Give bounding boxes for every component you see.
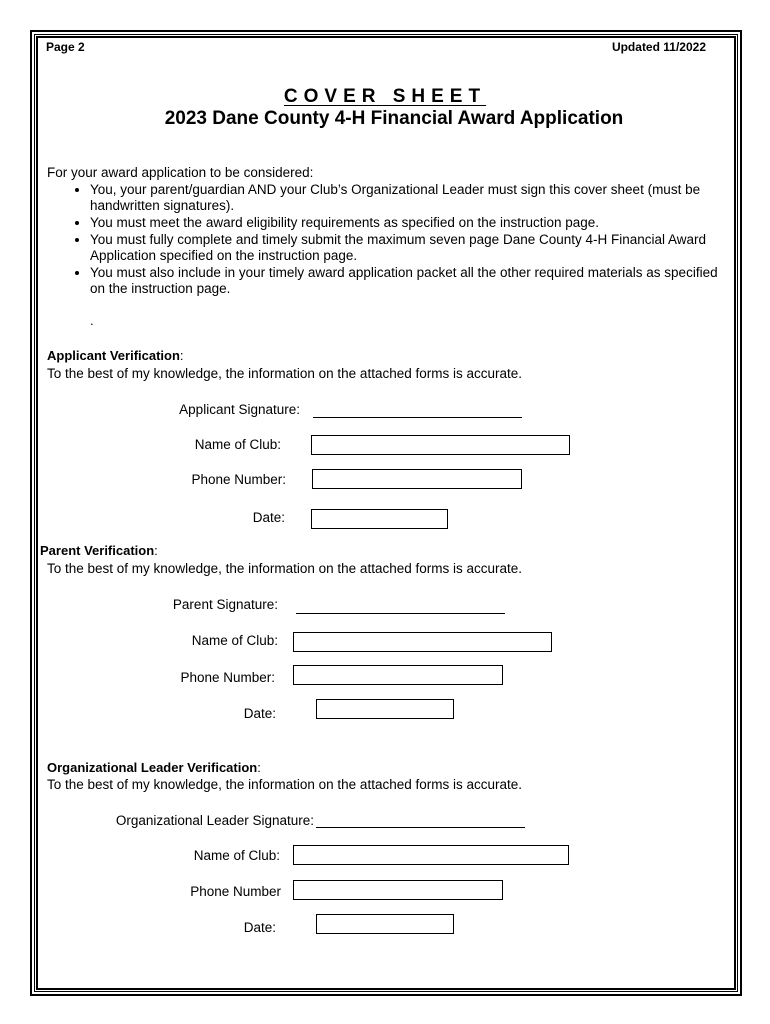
applicant-verification-title: Applicant Verification — [47, 348, 180, 363]
requirement-item: • You must also include in your timely award application packet all the other required materials as specified on the instruction page. — [90, 265, 730, 297]
parent-signature-label: Parent Signature: — [172, 597, 278, 612]
parent-verification-title: Parent Verification — [40, 543, 155, 558]
parent-verification-heading — [40, 543, 158, 558]
leader-phone-field[interactable] — [293, 880, 503, 900]
applicant-club-field[interactable] — [311, 435, 570, 455]
application-title: 2023 Dane County 4-H Financial Award Application — [164, 108, 624, 129]
heading-colon: : — [179, 348, 184, 363]
intro-text: For your award application to be considered: — [47, 165, 314, 180]
leader-date-field[interactable] — [316, 914, 454, 934]
parent-signature-line[interactable] — [296, 613, 505, 614]
page-number: Page 2 — [46, 40, 85, 54]
leader-signature-label: Organizational Leader Signature: — [115, 813, 314, 828]
leader-club-label: Name of Club: — [193, 848, 280, 863]
applicant-signature-line[interactable] — [313, 417, 522, 418]
applicant-signature-label: Applicant Signature: — [179, 402, 300, 417]
leader-verification-title: Organizational Leader Verification — [47, 760, 258, 775]
stray-period: . — [90, 313, 94, 328]
leader-phone-label: Phone Number — [190, 884, 281, 899]
leader-date-label: Date: — [243, 920, 276, 935]
heading-colon: : — [154, 543, 158, 558]
leader-verification-heading — [47, 760, 261, 775]
updated-date: Updated 11/2022 — [611, 40, 706, 54]
leader-signature-line[interactable] — [316, 827, 525, 828]
applicant-statement: To the best of my knowledge, the information on the attached forms is accurate. — [47, 366, 523, 381]
heading-colon: : — [257, 760, 261, 775]
leader-statement: To the best of my knowledge, the information on the attached forms is accurate. — [47, 777, 523, 792]
parent-phone-label: Phone Number: — [180, 670, 275, 685]
applicant-phone-label: Phone Number: — [191, 472, 286, 487]
requirement-item: • You must meet the award eligibility requirements as specified on the instruction page. — [90, 215, 730, 231]
applicant-club-label: Name of Club: — [194, 437, 281, 452]
applicant-verification-heading — [47, 348, 184, 363]
parent-date-field[interactable] — [316, 699, 454, 719]
parent-club-label: Name of Club: — [191, 633, 278, 648]
requirement-item: • You, your parent/guardian AND your Club’s Organizational Leader must sign this cover sheet (must be handwritten signatures). — [90, 182, 730, 214]
parent-phone-field[interactable] — [293, 665, 503, 685]
applicant-date-label: Date: — [252, 510, 285, 525]
cover-sheet-title: COVER SHEET — [283, 86, 487, 107]
requirement-item: • You must fully complete and timely submit the maximum seven page Dane County 4-H Financial Award Application specified on the instruction page. — [90, 232, 730, 264]
applicant-phone-field[interactable] — [312, 469, 522, 489]
requirements-list — [46, 182, 730, 298]
parent-date-label: Date: — [243, 706, 276, 721]
leader-club-field[interactable] — [293, 845, 569, 865]
parent-statement: To the best of my knowledge, the information on the attached forms is accurate. — [47, 561, 523, 576]
parent-club-field[interactable] — [293, 632, 552, 652]
applicant-date-field[interactable] — [311, 509, 448, 529]
